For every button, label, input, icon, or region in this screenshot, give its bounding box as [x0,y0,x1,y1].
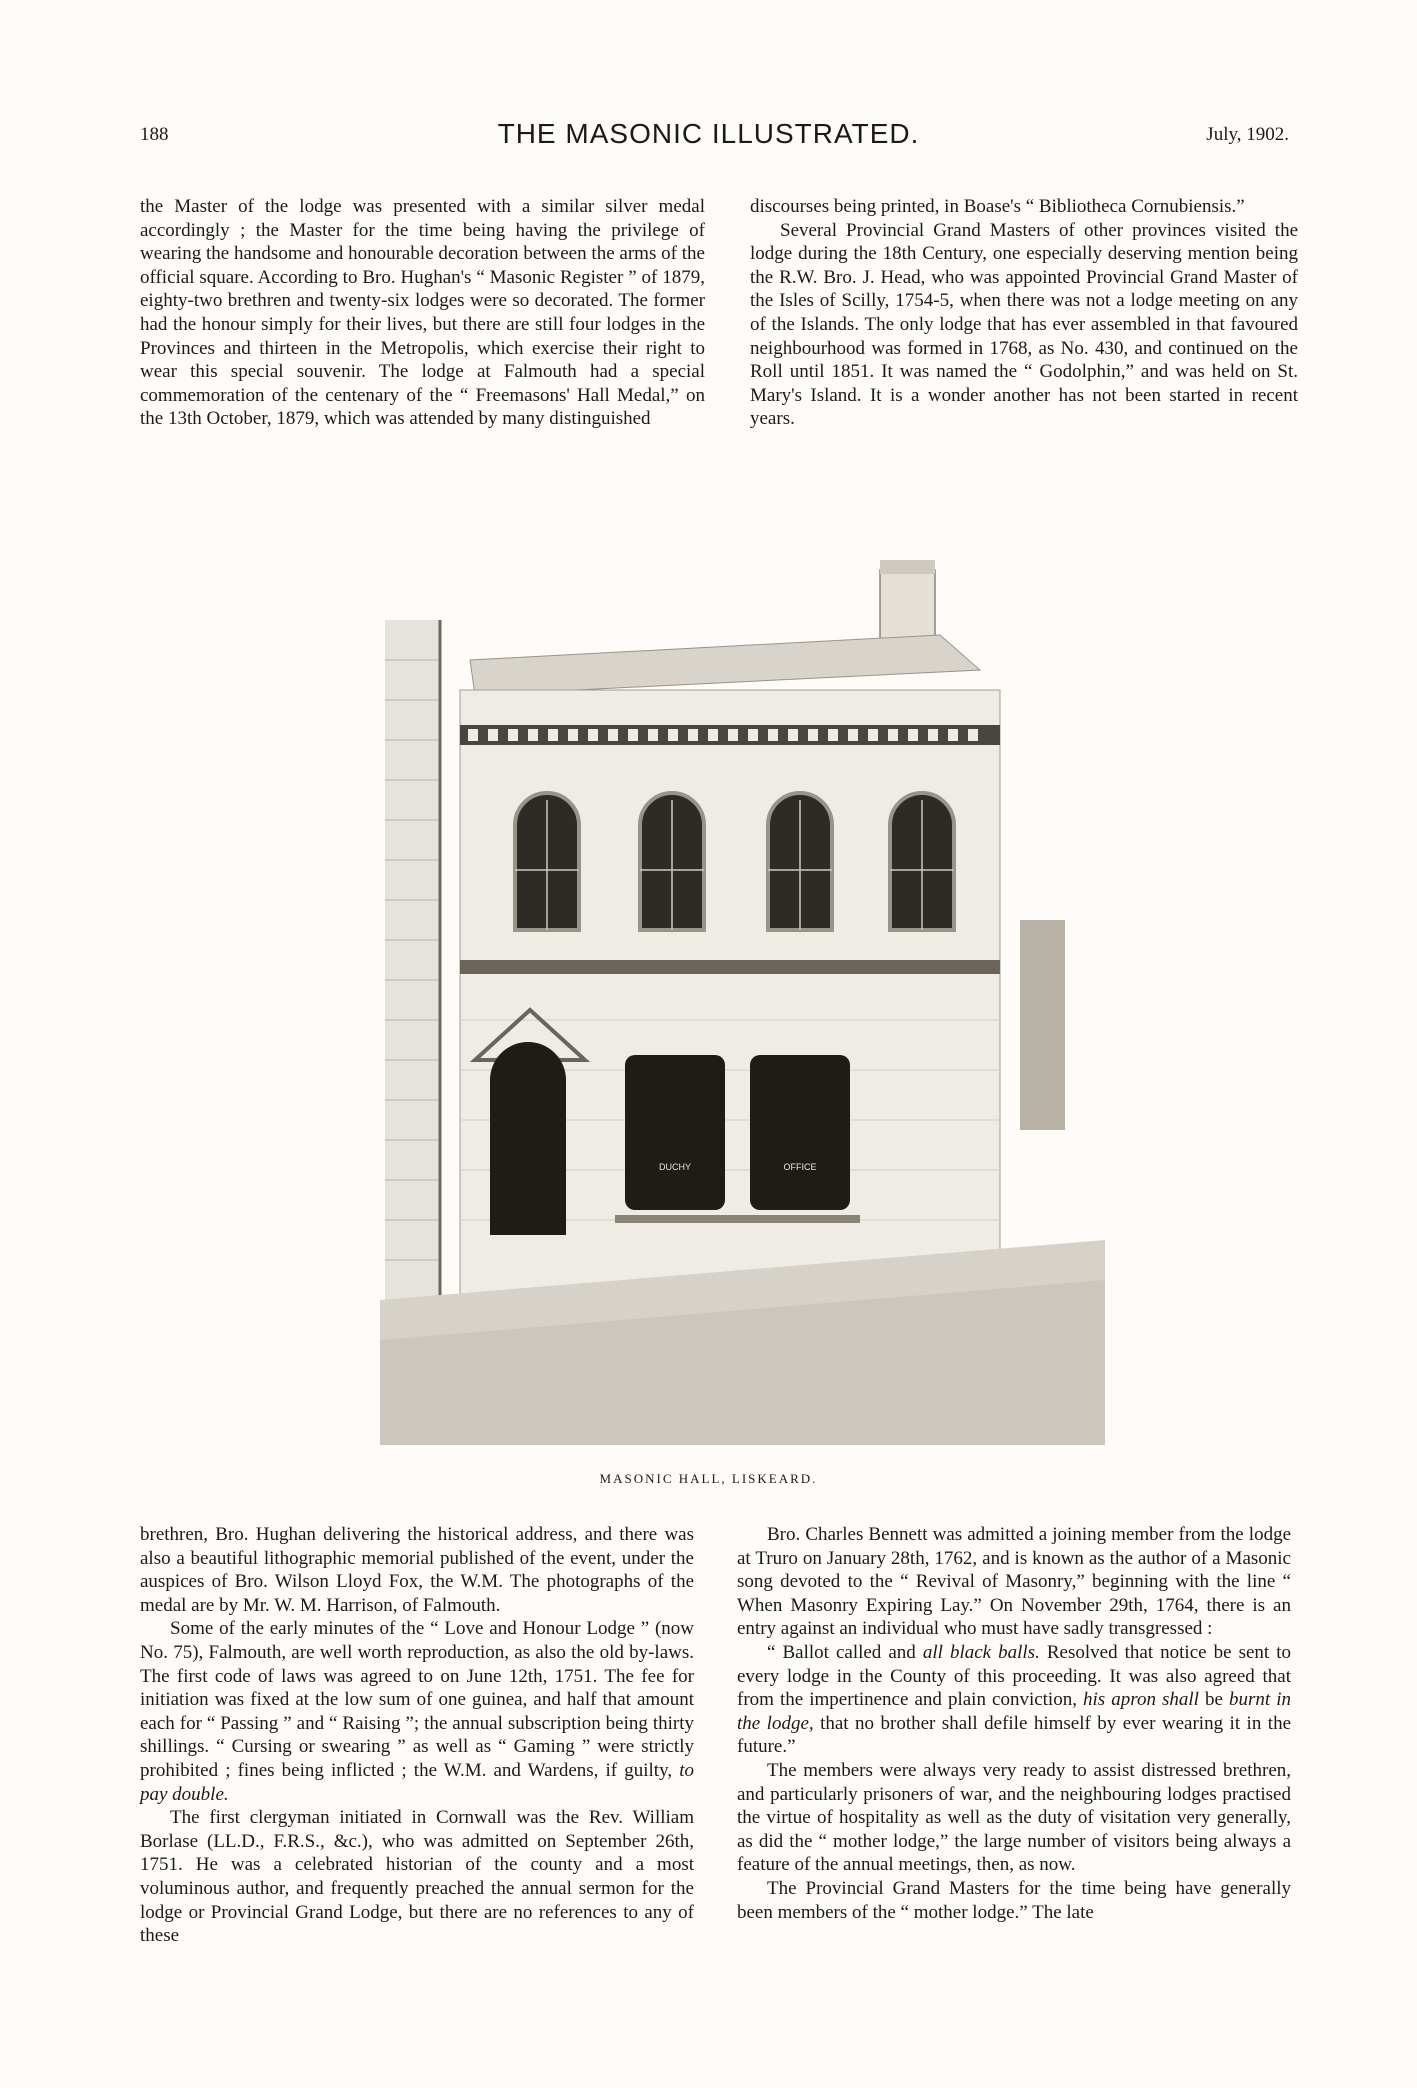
figure-caption: MASONIC HALL, LISKEARD. [599,1471,818,1486]
paragraph: The Provincial Grand Masters for the time being have generally been members of the “ mother lodge.” The late [737,1877,1291,1923]
column-bottom-left [140,1523,694,1948]
column-top-left [140,195,705,431]
paragraph: Some of the early minutes of the “ Love and Honour Lodge ” (now No. 75), Falmouth, are well worth reproduction, as also the old by-laws. The first code of laws was agreed to on June 12th, 1751. The fee for initiation was fixed at the low sum of one guinea, and half that amount each for “ Passing ” and “ Raising ”; the annual subscription being thirty shillings. “ Cursing or swearing ” as well as “ Gaming ” were strictly prohibited ; fines being inflicted ; the W.M. and Wardens, if guilty, to pay double. [140,1618,695,1805]
paragraph: brethren, Bro. Hughan delivering the historical address, and there was also a beautiful lithographic memorial published of the event, under the auspices of Bro. Wilson Lloyd Fox, the W.M. The photographs of the medal are by Mr. W. M. Harrison, of Falmouth. [140,1524,694,1616]
quoted-minute: “ Ballot called and all black balls. Resolved that notice be sent to every lodge in the County of this proceeding. It was also agreed that from the impertinence and plain conviction, his apron shall be burnt in the lodge, that no brother shall defile himself by ever wearing it in the future.” [737,1641,1292,1758]
paragraph: Several Provincial Grand Masters of other provinces visited the lodge during the 18th Century, one especially deserving mention being the R.W. Bro. J. Head, who was appointed Provincial Grand Master of the Isles of Scilly, 1754-5, when there was not a lodge meeting on any of the Islands. The only lodge that has ever assembled in that favoured neighbourhood was formed in 1768, as No. 430, and continued on the Roll until 1851. It was named the “ Godolphin,” and was held on St. Mary's Island. It is a wonder another has not been started in recent years. [750,219,1298,430]
page-header [0,118,1417,158]
column-top-right [750,195,1298,431]
page-number: 188 [140,124,169,145]
paragraph: the Master of the lodge was presented with a similar silver medal accordingly ; the Master for the time being having the privilege of wearing the handsome and honourable decoration between the arms of the official square. According to Bro. Hughan's “ Masonic Register ” of 1879, eighty-two brethren and twenty-six lodges were so decorated. The former had the honour simply for their lives, but there are still four lodges in the Provinces and thirteen in the Metropolis, which exercise their right to wear this special souvenir. The lodge at Falmouth had a special commemoration of the centenary of the “ Freemasons' Hall Medal,” on the 13th October, 1879, which was attended by many distinguished [140,196,705,430]
paragraph: discourses being printed, in Boase's “ Bibliotheca Cornubiensis.” [750,196,1245,217]
issue-date: July, 1902. [1206,124,1289,145]
column-bottom-right [737,1523,1291,1924]
door-sign-right: OFFICE [783,1162,817,1172]
masthead-title: THE MASONIC ILLUSTRATED. [497,118,920,149]
paragraph: Bro. Charles Bennett was admitted a joining member from the lodge at Truro on January 28th, 1762, and is known as the author of a Masonic song devoted to the “ Revival of Masonry,” beginning with the line “ When Masonry Expiring Lay.” On November 29th, 1764, there is an entry against an individual who must have sadly transgressed : [737,1524,1291,1640]
paragraph: The members were always very ready to assist distressed brethren, and particularly prisoners of war, and the neighbouring lodges practised the virtue of hospitality as well as the duty of visitation very generally, as did the “ mother lodge,” the large number of visitors being always a feature of the annual meetings, then, as now. [737,1759,1291,1876]
paragraph: The first clergyman initiated in Cornwall was the Rev. William Borlase (LL.D., F.R.S., &c.), who was admitted on September 26th, 1751. He was a celebrated historian of the county and a most voluminous author, and frequently preached the annual sermon for the lodge or Provincial Grand Lodge, but there are no references to any of these [140,1807,694,1947]
masonic-hall-photo [380,540,1105,1445]
door-sign-left: DUCHY [658,1162,692,1172]
